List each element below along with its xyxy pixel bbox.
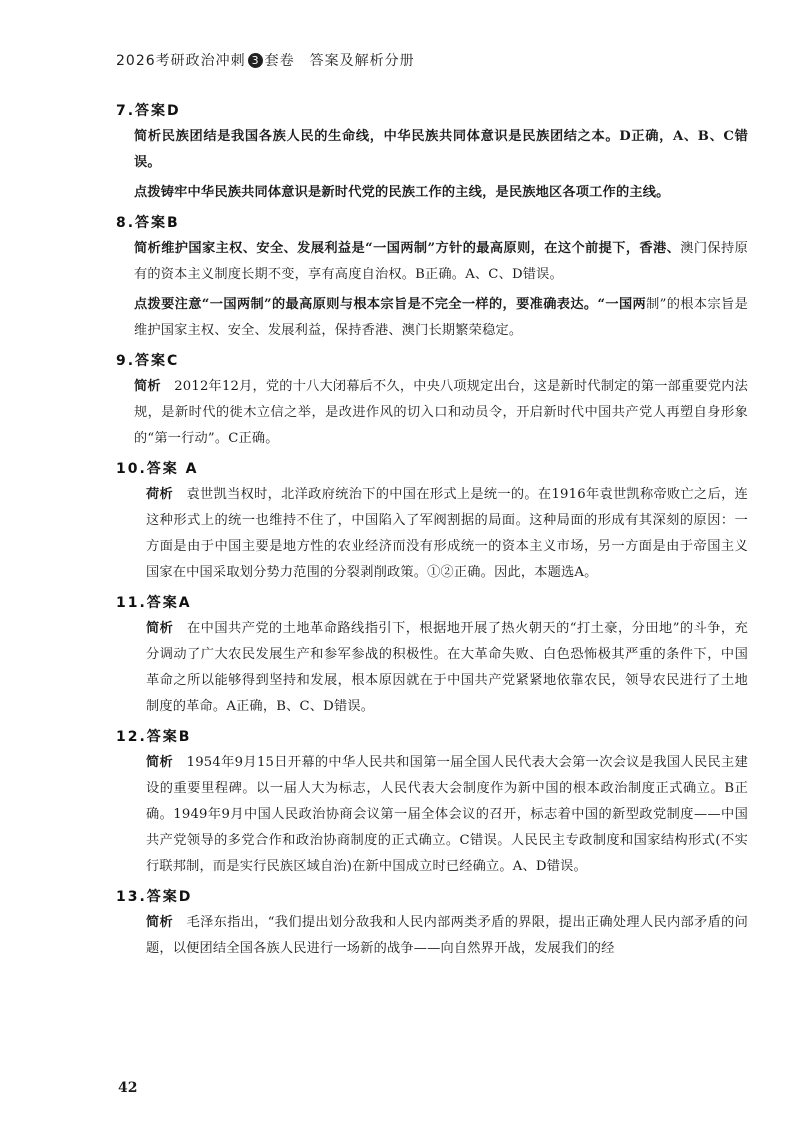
header-title-prefix: 2026考研政治冲刺 — [116, 53, 246, 69]
analysis-text-10: 袁世凯当权时，北洋政府统治下的中国在形式上是统一的。在1916年袁世凯称帝败亡之后，连这种形式上的统一也维持不住了，中国陷入了军阀割据的局面。这种局面的形成有其深刻的原因：一方面是由于中国主要是地方性的农业经济而没有形成统一的资本主义市场，另一方面是由于帝国主义国家在中国采取划分势力范围的分裂剥削政策。①②正确。因此，本题选A。 — [146, 487, 748, 580]
analysis-13 — [146, 910, 748, 962]
analysis-8-rest: 澳门保持原有的资本主义制度长期不变，享有高度自治权。B正确。A、C、D错误。 — [134, 241, 749, 282]
analysis-9 — [134, 374, 748, 452]
tip-8-bold: 点拨要注意“一国两制”的最高原则与根本宗旨是不完全一样的，要准确表达。“一国两 — [134, 297, 647, 312]
analysis-text-12: 1954年9月15日开幕的中华人民共和国第一届全国人民代表大会第一次会议是我国人民民主建设的重要里程碑。以一届人大为标志，人民代表大会制度作为新中国的根本政治制度正式确立。B正确。1949年9月中国人民政治协商会议第一届全体会议的召开，标志着中国的新型政党制度——中国共产党领导的多党合作和政治协商制度的正式确立。C错误。人民民主专政制度和国家结构形式(不实行联邦制，而是实行民族区域自治)在新中国成立时已经确立。A、D错误。 — [146, 755, 748, 874]
analysis-label-13: 简析 — [146, 915, 174, 930]
analysis-text-11: 在中国共产党的土地革命路线指引下，根据地开展了热火朝天的“打土豪，分田地”的斗争，充分调动了广大农民发展生产和参军参战的积极性。在大革命失败、白色恐怖极其严重的条件下，中国革命之所以能够得到坚持和发展，根本原因就在于中国共产党紧紧地依靠农民，领导农民进行了土地制度的革命。A正确，B、C、D错误。 — [146, 621, 748, 714]
analysis-label-12: 简析 — [146, 755, 174, 770]
answer-heading-10: 10.答案 A — [116, 461, 199, 477]
circle-number-badge: 3 — [248, 53, 263, 68]
answer-heading-12: 12.答案B — [116, 729, 192, 745]
tip-8 — [134, 292, 748, 344]
analysis-label-11: 简析 — [146, 621, 174, 636]
analysis-8 — [134, 236, 748, 288]
answer-heading-9: 9.答案C — [116, 353, 180, 369]
header-title-suffix: 套卷 答案及解析分册 — [264, 53, 415, 69]
analysis-text-13: 毛泽东指出，“我们提出划分敌我和人民内部两类矛盾的界限，提出正确处理人民内部矛盾的问题，以便团结全国各族人民进行一场新的战争——向自然界开战，发展我们的经 — [146, 915, 749, 956]
answer-content — [116, 98, 748, 966]
analysis-11 — [146, 616, 748, 720]
analysis-8-bold: 简析维护国家主权、安全、发展利益是“一国两制”方针的最高原则，在这个前提下，香港、 — [134, 241, 681, 256]
analysis-text-9: 2012年12月，党的十八大闭幕后不久，中央八项规定出台，这是新时代制定的第一部重要党内法规，是新时代的徙木立信之举，是改进作风的切入口和动员令，开启新时代中国共产党人再塑自身形象的“第一行动”。C正确。 — [134, 379, 748, 446]
tip-7: 点拨铸牢中华民族共同体意识是新时代党的民族工作的主线，是民族地区各项工作的主线。 — [134, 185, 670, 200]
answer-heading-13: 13.答案D — [116, 889, 193, 905]
tip-8-rest: 制”的根本宗旨是维护国家主权、安全、发展利益，保持香港、澳门长期繁荣稳定。 — [134, 297, 749, 338]
analysis-12 — [146, 750, 748, 880]
page-header — [116, 50, 415, 70]
answer-heading-7: 7.答案D — [116, 103, 181, 119]
analysis-label-9: 简析 — [134, 379, 161, 394]
page-number: 42 — [118, 1080, 138, 1096]
answer-heading-8: 8.答案B — [116, 215, 180, 231]
answer-heading-11: 11.答案A — [116, 595, 192, 611]
analysis-10 — [146, 482, 748, 586]
analysis-label-10: 荷析 — [146, 487, 174, 502]
analysis-7: 简析民族团结是我国各族人民的生命线，中华民族共同体意识是民族团结之本。D正确，A、B、C错误。 — [134, 129, 748, 170]
